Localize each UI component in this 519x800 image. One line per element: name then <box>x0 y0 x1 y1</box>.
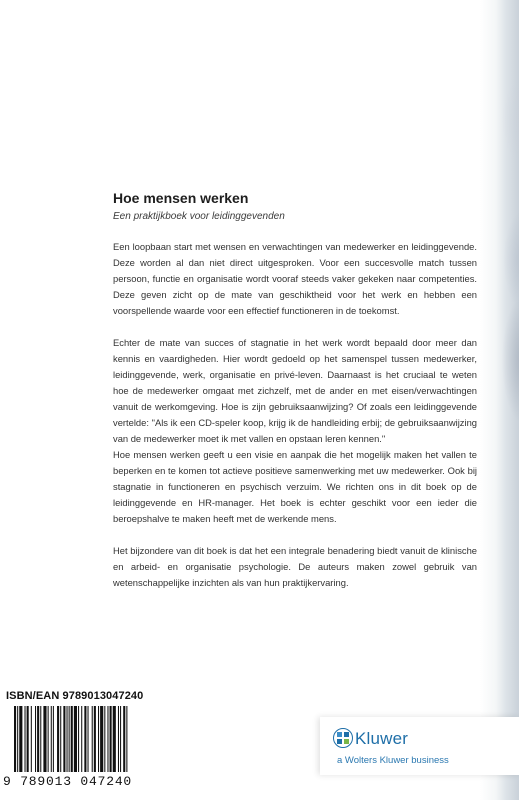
barcode-bar <box>17 706 18 772</box>
barcode-digits: 9 789013 047240 <box>3 774 133 789</box>
kluwer-logo-icon <box>333 728 353 748</box>
barcode-bar <box>69 706 70 772</box>
barcode-bar <box>78 706 79 772</box>
barcode-bar <box>27 706 29 772</box>
barcode-bar <box>67 706 68 772</box>
barcode-bar <box>48 706 49 772</box>
barcode-bar <box>81 706 82 772</box>
publisher-logo-box <box>320 717 519 775</box>
blurb-paragraph-1: Een loopbaan start met wensen en verwachtingen van medewerker en leidinggevende. Deze worden al dan niet direct uitgesproken. Voor een succesvolle match tussen persoon, functie en organisatie wordt vooraf steeds vaker gekeken naar competenties. Deze geven zicht op de mate van geschiktheid voor het werk en hebben een voorspellende waarde voor een effectief functioneren in de toekomst. <box>113 241 477 316</box>
blurb-paragraph-3: Hoe mensen werken geeft u een visie en aanpak die het mogelijk maken het vallen te beperken en te komen tot actieve positieve samenwerking met uw medewerker. Ook bij stagnatie in functioneren en psychisch verzuim. We richten ons in dit boek op de leidinggevende en HR-manager. Het boek is echter geschikt voor een ieder die beroepshalve te maken heeft met de werkende mens. <box>113 449 477 524</box>
barcode-bar <box>57 706 59 772</box>
barcode-bar <box>84 706 86 772</box>
barcode-bar <box>123 706 125 772</box>
barcode-bar <box>14 706 16 772</box>
blurb-paragraph-4: Het bijzondere van dit boek is dat het een integrale benadering biedt vanuit de klinische en arbeid- en organisatie psychologie. De auteurs maken zowel gebruik van wetenschappelijke inzichten als van hun praktijkervaring. <box>113 545 477 588</box>
isbn-label: ISBN/EAN 9789013047240 <box>6 690 144 702</box>
paragraph-gap <box>113 527 477 543</box>
barcode-bar <box>40 706 41 772</box>
barcode-bars <box>13 706 165 774</box>
barcode-bar <box>98 706 99 772</box>
barcode-bar <box>107 706 108 772</box>
barcode-bar <box>126 706 127 772</box>
barcode-bar <box>74 706 77 772</box>
barcode-bar <box>35 706 36 772</box>
barcode-bar <box>43 706 46 772</box>
barcode-bar <box>51 706 52 772</box>
blurb-paragraph-2: Echter de mate van succes of stagnatie in het werk wordt bepaald door meer dan kennis en vaardigheden. Hier wordt gedoeld op het samenspel tussen medewerker, leidinggevende, werk, organisatie en privé-leven. Daarnaast is het cruciaal te weten hoe de medewerker omgaat met zichzelf, met de ander en met eisen/verwachtingen vanuit de werkomgeving. Hoe is zijn gebruiksaanwijzing? Of zoals een leidinggevende vertelde: "Als ik een CD-speler koop, krijg ik de handleiding erbij; de gebruiksaanwijzing van de medewerker moet ik met vallen en opstaan leren kennen." <box>113 337 477 444</box>
barcode-block <box>3 690 170 794</box>
publisher-name: Kluwer <box>355 729 409 748</box>
barcode-bar <box>25 706 26 772</box>
barcode-bar <box>100 706 103 772</box>
book-subtitle: Een praktijkboek voor leidinggevenden <box>113 211 285 222</box>
barcode-bar <box>113 706 116 772</box>
paragraph-gap <box>113 319 477 335</box>
barcode-bar <box>92 706 93 772</box>
cover-edge-shading <box>483 0 519 800</box>
barcode-bar <box>60 706 61 772</box>
barcode-bar <box>88 706 89 772</box>
barcode-bar <box>118 706 119 772</box>
barcode-bar <box>120 706 121 772</box>
book-title: Hoe mensen werken <box>113 190 249 206</box>
barcode-bar <box>31 706 32 772</box>
blurb-text <box>113 239 477 591</box>
barcode-bar <box>53 706 54 772</box>
barcode-bar <box>19 706 22 772</box>
barcode-bar <box>37 706 39 772</box>
barcode-bar <box>94 706 96 772</box>
barcode-bar <box>110 706 112 772</box>
publisher-tagline: a Wolters Kluwer business <box>337 755 449 766</box>
barcode-bar <box>71 706 73 772</box>
barcode-bar <box>104 706 105 772</box>
barcode-bar <box>63 706 65 772</box>
